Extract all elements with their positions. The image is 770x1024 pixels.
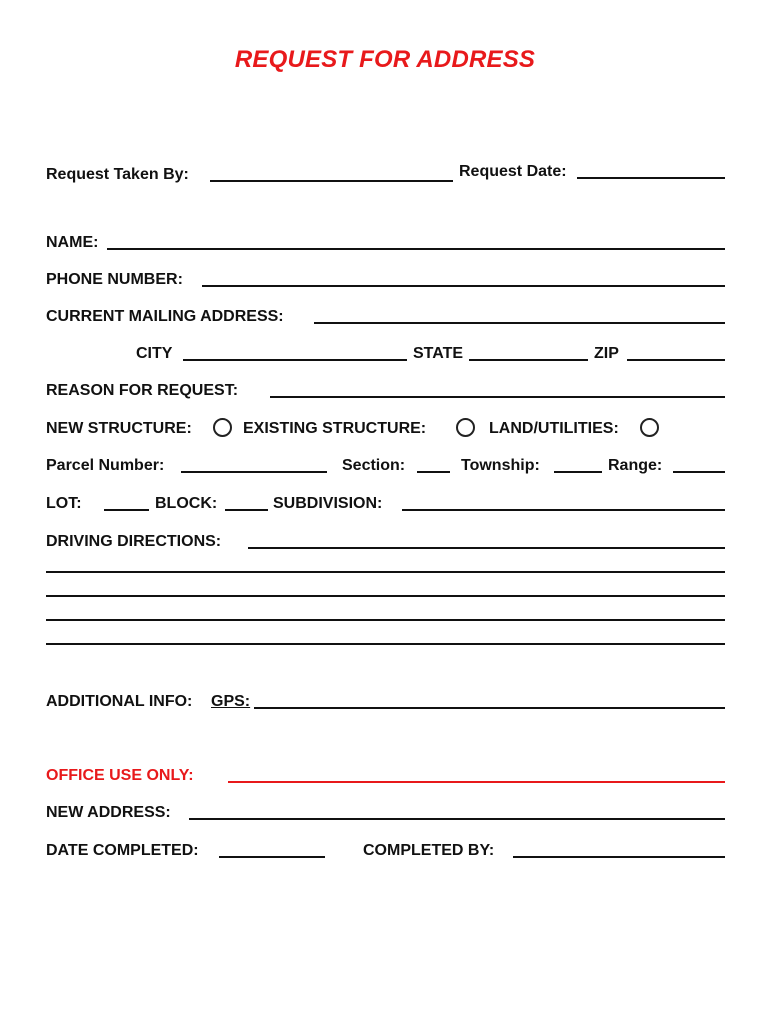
new-address-label: NEW ADDRESS: <box>46 804 171 821</box>
office-use-only-label: OFFICE USE ONLY: <box>46 767 194 784</box>
township-label: Township: <box>461 457 540 474</box>
phone-field[interactable] <box>202 285 725 287</box>
city-field[interactable] <box>183 359 407 361</box>
new-structure-label: NEW STRUCTURE: <box>46 420 192 437</box>
mailing-address-field[interactable] <box>314 322 725 324</box>
request-date-label: Request Date: <box>459 163 567 180</box>
request-date-field[interactable] <box>577 177 725 179</box>
zip-field[interactable] <box>627 359 725 361</box>
mailing-address-label: CURRENT MAILING ADDRESS: <box>46 308 284 325</box>
completed-by-label: COMPLETED BY: <box>363 842 495 859</box>
reason-label: REASON FOR REQUEST: <box>46 382 239 399</box>
lot-label: LOT: <box>46 495 82 512</box>
gps-field[interactable] <box>254 707 725 709</box>
form-title: REQUEST FOR ADDRESS <box>234 46 536 73</box>
office-use-only-line <box>228 781 725 783</box>
section-label: Section: <box>342 457 406 474</box>
zip-label: ZIP <box>594 345 619 362</box>
driving-directions-label: DRIVING DIRECTIONS: <box>46 533 222 550</box>
driving-directions-field[interactable] <box>248 547 725 549</box>
driving-directions-line[interactable] <box>46 595 725 597</box>
date-completed-field[interactable] <box>219 856 325 858</box>
parcel-number-field[interactable] <box>181 471 327 473</box>
phone-label: PHONE NUMBER: <box>46 271 183 288</box>
subdivision-field[interactable] <box>402 509 725 511</box>
state-label: STATE <box>413 345 464 362</box>
block-field[interactable] <box>225 509 268 511</box>
completed-by-field[interactable] <box>513 856 725 858</box>
township-field[interactable] <box>554 471 602 473</box>
land-utilities-label: LAND/UTILITIES: <box>489 420 619 437</box>
driving-directions-line[interactable] <box>46 619 725 621</box>
section-field[interactable] <box>417 471 450 473</box>
new-structure-radio[interactable] <box>213 418 232 437</box>
parcel-number-label: Parcel Number: <box>46 457 165 474</box>
subdivision-label: SUBDIVISION: <box>273 495 383 512</box>
driving-directions-line[interactable] <box>46 571 725 573</box>
existing-structure-radio[interactable] <box>456 418 475 437</box>
name-field[interactable] <box>107 248 725 250</box>
reason-field[interactable] <box>270 396 725 398</box>
date-completed-label: DATE COMPLETED: <box>46 842 199 859</box>
additional-info-label: ADDITIONAL INFO: <box>46 693 193 710</box>
driving-directions-line[interactable] <box>46 643 725 645</box>
name-label: NAME: <box>46 234 99 251</box>
new-address-field[interactable] <box>189 818 725 820</box>
request-taken-by-field[interactable] <box>210 180 453 182</box>
block-label: BLOCK: <box>155 495 218 512</box>
range-field[interactable] <box>673 471 725 473</box>
request-taken-by-label: Request Taken By: <box>46 166 189 183</box>
state-field[interactable] <box>469 359 588 361</box>
city-label: CITY <box>136 345 173 362</box>
land-utilities-radio[interactable] <box>640 418 659 437</box>
range-label: Range: <box>608 457 663 474</box>
gps-label: GPS: <box>211 693 251 710</box>
existing-structure-label: EXISTING STRUCTURE: <box>243 420 427 437</box>
lot-field[interactable] <box>104 509 149 511</box>
